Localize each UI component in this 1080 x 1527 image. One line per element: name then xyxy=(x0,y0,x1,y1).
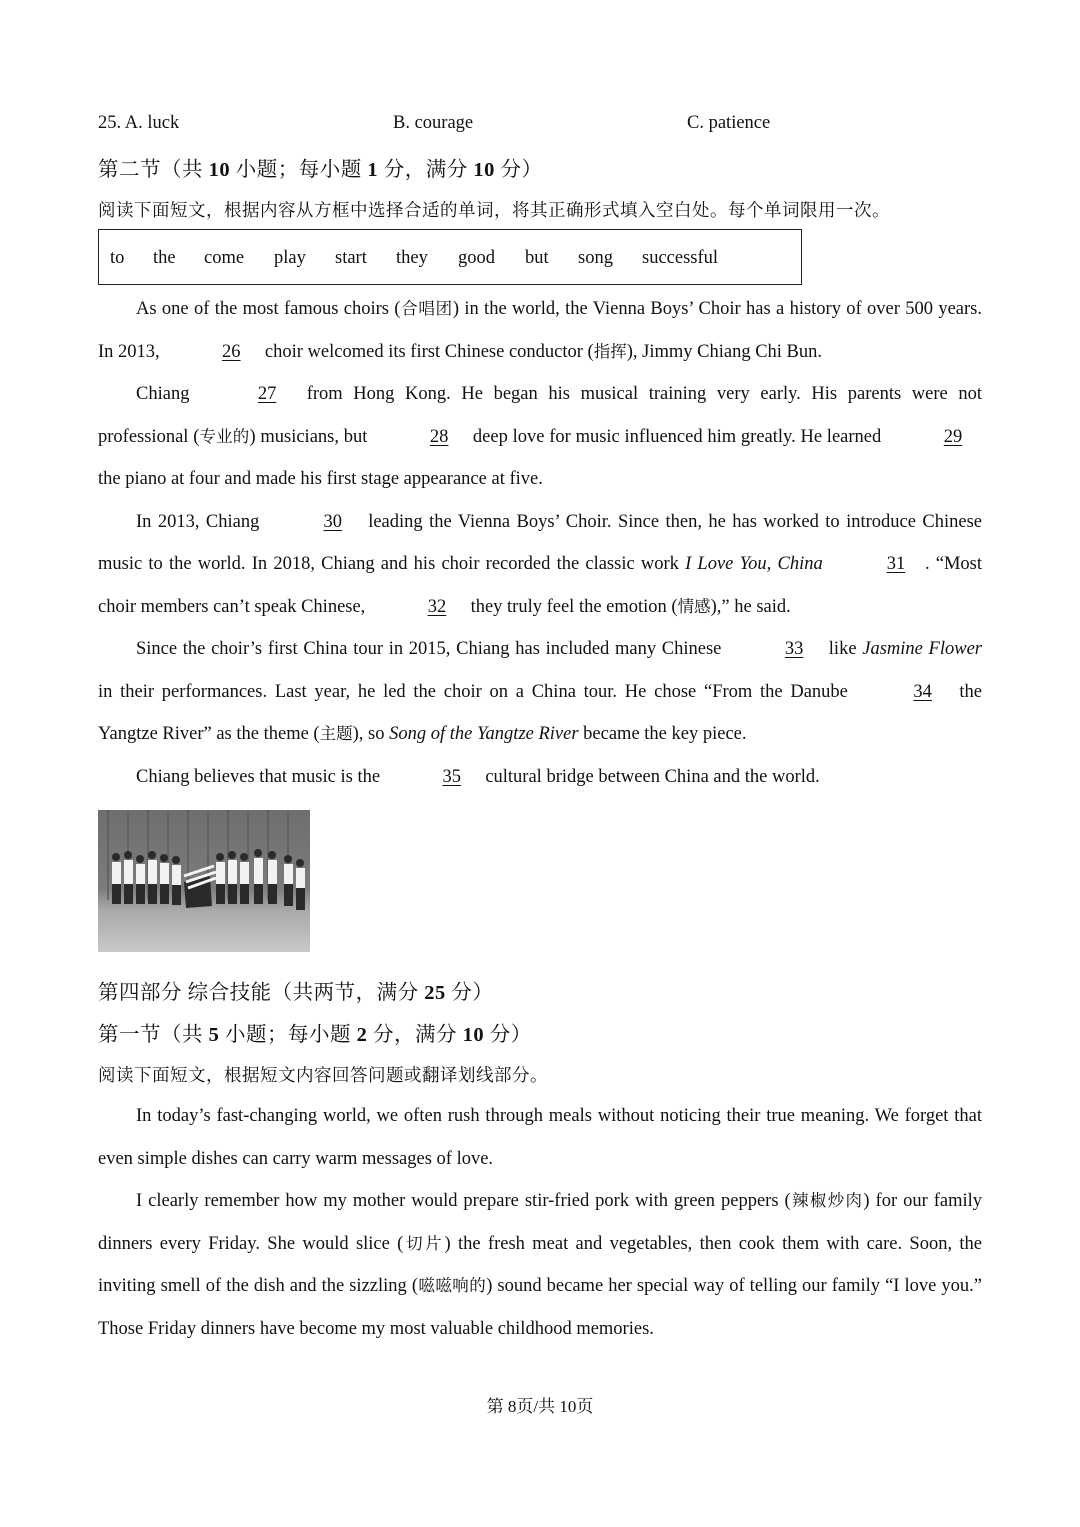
choir-photo xyxy=(98,810,310,952)
word-item: start xyxy=(335,248,367,268)
passage-choir xyxy=(98,288,982,798)
blank-28[interactable]: 28 xyxy=(429,426,449,447)
word-item: they xyxy=(396,248,428,268)
blank-32[interactable]: 32 xyxy=(427,596,447,617)
part-4-instruction: 阅读下面短文，根据短文内容回答问题或翻译划线部分。 xyxy=(98,1065,548,1085)
word-item: the xyxy=(153,248,176,268)
section-2-heading: 第二节（共 10 小题；每小题 1 分，满分 10 分） xyxy=(98,159,543,181)
section-2-instruction: 阅读下面短文，根据内容从方框中选择合适的单词，将其正确形式填入空白处。每个单词限用一次。 xyxy=(98,200,890,220)
paragraph: Chiang 27 from Hong Kong. He began his musical training very early. His parents were not professional (专业的) musicians, but 28 deep love for music influenced him greatly. He learned 29 the piano at four and made his first stage appearance at five. xyxy=(98,373,982,501)
blank-26[interactable]: 26 xyxy=(222,341,241,362)
page-number: 第 8页/共 10页 xyxy=(486,1397,594,1416)
blank-30[interactable]: 30 xyxy=(323,511,343,532)
blank-34[interactable]: 34 xyxy=(913,681,932,702)
blank-27[interactable]: 27 xyxy=(257,384,277,404)
word-item: come xyxy=(204,248,245,268)
part-4-heading: 第四部分 综合技能（共两节，满分 25 分） xyxy=(98,982,494,1004)
option-a: 25. A. luck xyxy=(98,113,180,133)
word-box xyxy=(98,229,802,285)
blank-31[interactable]: 31 xyxy=(886,554,906,574)
word-item: song xyxy=(578,248,613,268)
option-c: C. patience xyxy=(687,113,771,133)
word-item: but xyxy=(525,248,549,268)
option-b: B. courage xyxy=(393,113,474,133)
paragraph: Since the choir’s first China tour in 2015, Chiang has included many Chinese 33 like Jasmine Flower in their performances. Last year, he led the choir on a China tour. He chose “From the Danube 34 the Yangtze River” as the theme (主题), so Song of the Yangtze River became the key piece. xyxy=(98,628,982,756)
word-item: play xyxy=(274,248,306,268)
blank-33[interactable]: 33 xyxy=(784,639,804,659)
word-item: successful xyxy=(642,248,719,268)
blank-29[interactable]: 29 xyxy=(943,426,963,447)
passage-family-dinner xyxy=(98,1095,982,1350)
word-item: to xyxy=(110,248,125,268)
choir-photo-drawing xyxy=(98,810,310,952)
paragraph: I clearly remember how my mother would prepare stir-fried pork with green peppers (辣椒炒肉) for our family dinners every Friday. She would slice (切片) the fresh meat and vegetables, then cook them with care. Soon, the inviting smell of the dish and the sizzling (嗞嗞响的) sound became her special way of telling our family “I love you.” Those Friday dinners have become my most valuable childhood memories. xyxy=(98,1191,983,1339)
blank-35[interactable]: 35 xyxy=(442,766,461,787)
paragraph: In today’s fast-changing world, we often rush through meals without noticing their true meaning. We forget that even simple dishes can carry warm messages of love. xyxy=(98,1106,982,1169)
part-4-section-1-heading: 第一节（共 5 小题；每小题 2 分，满分 10 分） xyxy=(98,1024,532,1046)
paragraph: Chiang believes that music is the 35 cultural bridge between China and the world. xyxy=(98,756,982,799)
question-25-options xyxy=(98,113,982,137)
paragraph: As one of the most famous choirs (合唱团) in the world, the Vienna Boys’ Choir has a history of over 500 years. In 2013, 26 choir welcomed its first Chinese conductor (指挥), Jimmy Chiang Chi Bun. xyxy=(98,288,982,373)
paragraph: In 2013, Chiang 30 leading the Vienna Boys’ Choir. Since then, he has worked to introduce Chinese music to the world. In 2018, Chiang and his choir recorded the classic work I Love You, China 31 . “Most choir members can’t speak Chinese, 32 they truly feel the emotion (情感),” he said. xyxy=(98,501,982,629)
word-item: good xyxy=(458,248,495,268)
